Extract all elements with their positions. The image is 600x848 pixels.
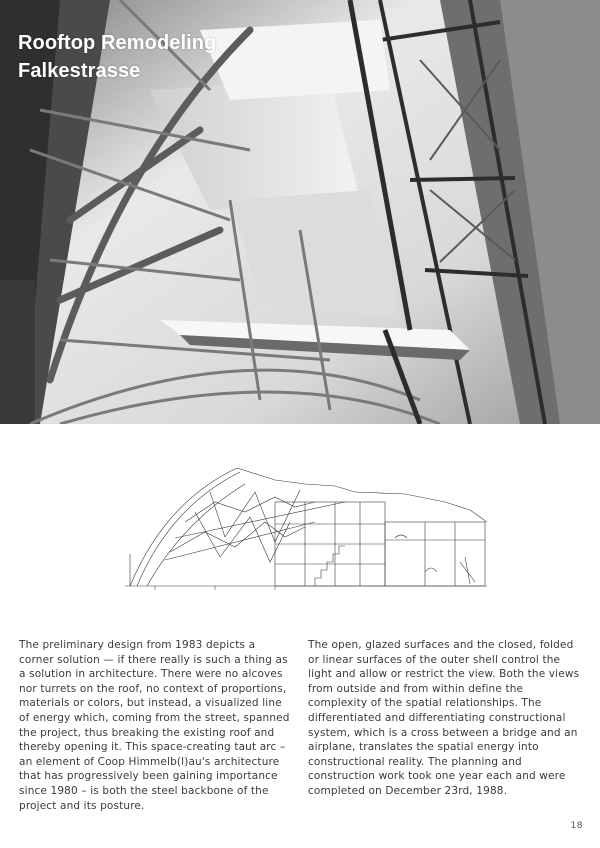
body-text-right-column: The open, glazed surfaces and the closed, folded or linear surfaces of the outer shell control the light and allow or restrict the view. Both the views from outside and from within define the complexity of the spatial relationships. The differentiated and differentiating constructional system, which is a cross between a bridge and an airplane, translates the spatial energy into constructional reality. The planning and construction work took one year each and were completed on December 23rd, 1988. (308, 639, 580, 797)
section-drawing-illustration (125, 462, 505, 612)
page-number: 18 (570, 821, 583, 831)
title-line-2: Falkestrasse (18, 60, 141, 82)
body-text-left-column: The preliminary design from 1983 depicts a corner solution — if there really is such a thing as a solution in architecture. There were no alcoves nor turrets on the roof, no context of proportions, materials or colors, but instead, a visualized line of energy which, coming from the street, spanned the project, thus breaking the existing roof and thereby opening it. This space-creating taut arc – an element of Coop Himmelb(l)au's architecture that has progressively been gaining importance since 1980 – is both the steel backbone of the project and its posture. (19, 639, 290, 812)
title-line-1: Rooftop Remodeling (18, 32, 217, 54)
page-title (18, 29, 216, 85)
